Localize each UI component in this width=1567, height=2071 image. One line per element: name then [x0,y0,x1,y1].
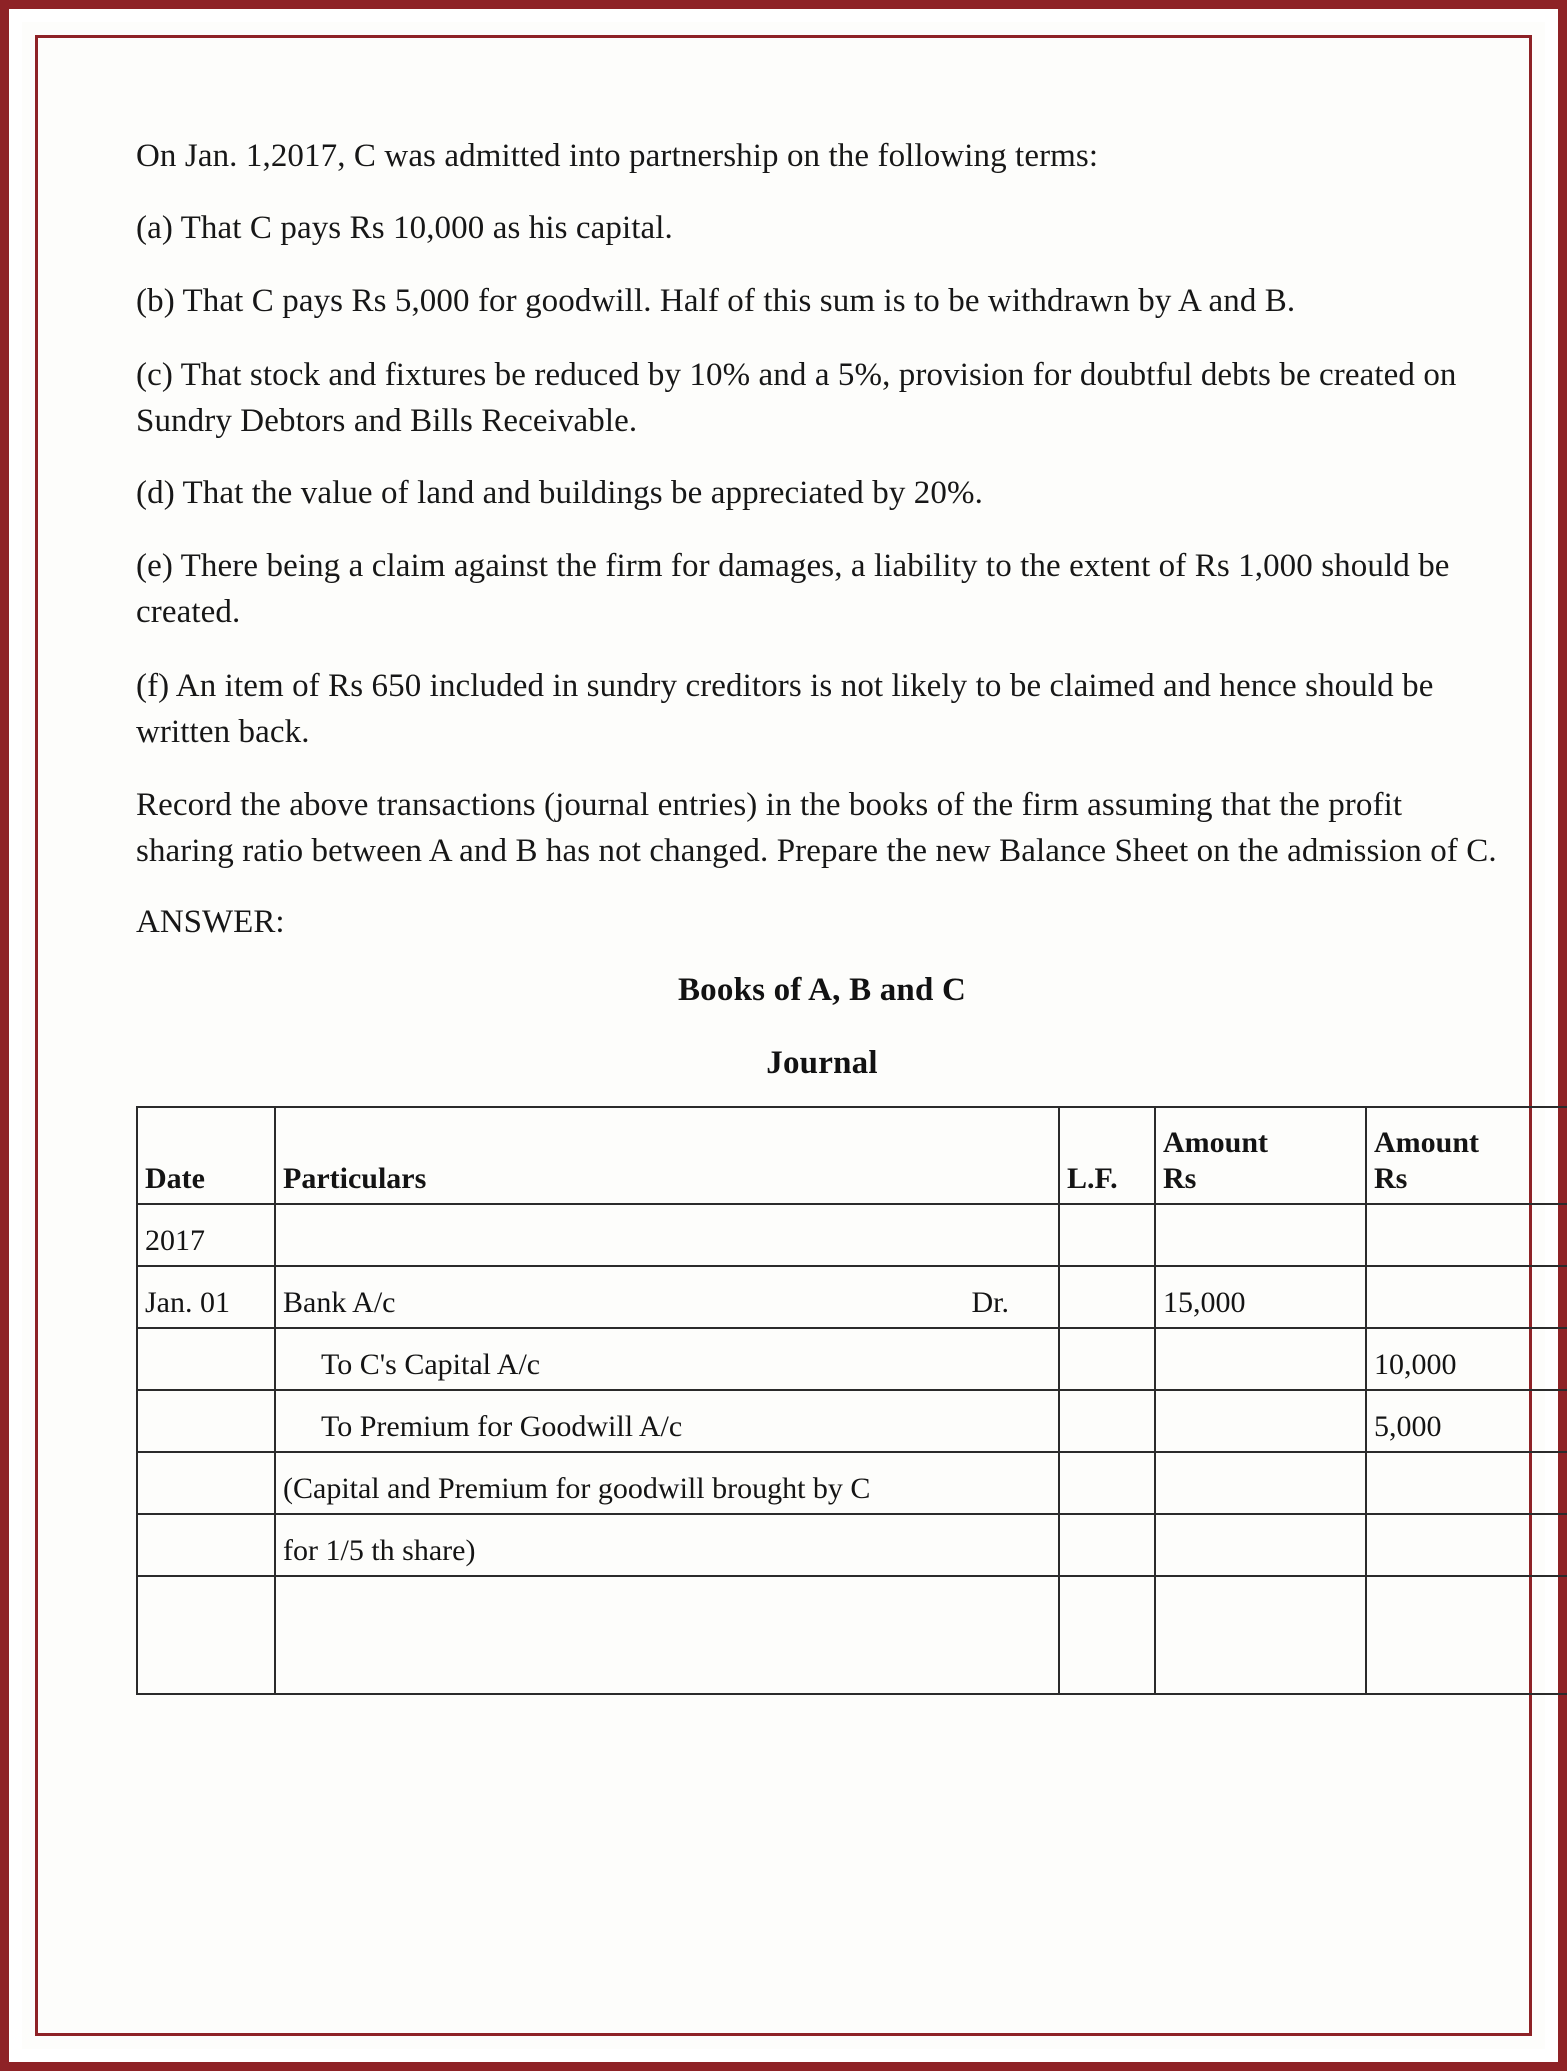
table-row-blank [137,1576,1567,1694]
header-date: Date [137,1107,275,1204]
row-particulars-blank [275,1576,1059,1694]
row-particulars [275,1266,1059,1328]
row-amount-debit [1155,1452,1366,1514]
header-lf: L.F. [1059,1107,1155,1204]
journal-table-body [137,1204,1567,1694]
header-amount-debit-line2: Rs [1163,1161,1197,1195]
row-particulars [275,1204,1059,1266]
row-date: Jan. 01 [137,1266,275,1328]
row-particulars-text: To Premium for Goodwill A/c [321,1410,683,1444]
row-dr-mark: Dr. [971,1286,1009,1320]
row-particulars-text: Bank A/c [283,1286,396,1320]
row-amount-credit-blank [1366,1576,1567,1694]
row-amount-debit [1155,1204,1366,1266]
row-date: 2017 [137,1204,275,1266]
row-particulars-wrap [283,1286,1051,1320]
row-amount-credit: 5,000 [1366,1390,1567,1452]
row-amount-debit: 15,000 [1155,1266,1366,1328]
journal-table-head [137,1107,1567,1204]
row-date [137,1514,275,1576]
header-amount-debit-line1: Amount [1163,1126,1269,1160]
row-lf [1059,1514,1155,1576]
row-amount-debit-blank [1155,1576,1366,1694]
header-amount-credit-line1: Amount [1374,1126,1480,1160]
term-e: (e) There being a claim against the firm for damages, a liability to the extent of Rs 1,000 should be created. [136,548,1450,631]
row-amount-credit [1366,1204,1567,1266]
row-date [137,1328,275,1390]
table-row [137,1266,1567,1328]
row-amount-credit: 10,000 [1366,1328,1567,1390]
page-border-inner-line [35,35,1532,2036]
row-amount-debit [1155,1328,1366,1390]
row-particulars [275,1328,1059,1390]
journal-heading: Journal [766,1045,878,1082]
header-particulars: Particulars [275,1107,1059,1204]
table-row [137,1452,1567,1514]
table-row [137,1328,1567,1390]
header-amount-debit [1155,1107,1366,1204]
row-amount-credit [1366,1266,1567,1328]
books-heading: Books of A, B and C [677,972,967,1009]
row-lf [1059,1452,1155,1514]
row-particulars [275,1390,1059,1452]
header-amount-credit-line2: Rs [1374,1161,1408,1195]
row-amount-credit [1366,1514,1567,1576]
row-lf [1059,1328,1155,1390]
term-f: (f) An item of Rs 650 included in sundry creditors is not likely to be claimed and hence should be written back. [136,667,1434,750]
term-a: (a) That C pays Rs 10,000 as his capital. [136,210,673,247]
answer-label: ANSWER: [136,904,285,941]
row-particulars: (Capital and Premium for goodwill brought by C [275,1452,1059,1514]
table-row [137,1514,1567,1576]
term-c: (c) That stock and fixtures be reduced by 10% and a 5%, provision for doubtful debts be created on Sundry Debtors and Bills Receivable. [136,356,1457,439]
row-particulars-text: To C's Capital A/c [321,1348,541,1382]
table-row [137,1390,1567,1452]
row-lf-blank [1059,1576,1155,1694]
row-lf [1059,1390,1155,1452]
row-date [137,1390,275,1452]
row-amount-debit [1155,1514,1366,1576]
row-lf [1059,1204,1155,1266]
row-amount-debit [1155,1390,1366,1452]
intro-paragraph: On Jan. 1,2017, C was admitted into partnership on the following terms: [136,138,1099,174]
term-b: (b) That C pays Rs 5,000 for goodwill. Half of this sum is to be withdrawn by A and B. [136,283,1296,320]
journal-table [136,1106,1567,1695]
row-amount-credit [1366,1452,1567,1514]
table-row [137,1204,1567,1266]
instruction-paragraph: Record the above transactions (journal entries) in the books of the firm assuming that the profit sharing ratio between A and B has not changed. Prepare the new Balance Sheet on the admission of C. [136,786,1497,870]
row-date [137,1452,275,1514]
page-content [136,134,1508,1695]
header-amount-credit [1366,1107,1567,1204]
journal-header-row [137,1107,1567,1204]
row-date-blank [137,1576,275,1694]
row-lf [1059,1266,1155,1328]
term-d: (d) That the value of land and buildings be appreciated by 20%. [136,474,983,511]
page-border-white-gap [18,18,1549,2053]
row-particulars: for 1/5 th share) [275,1514,1059,1576]
